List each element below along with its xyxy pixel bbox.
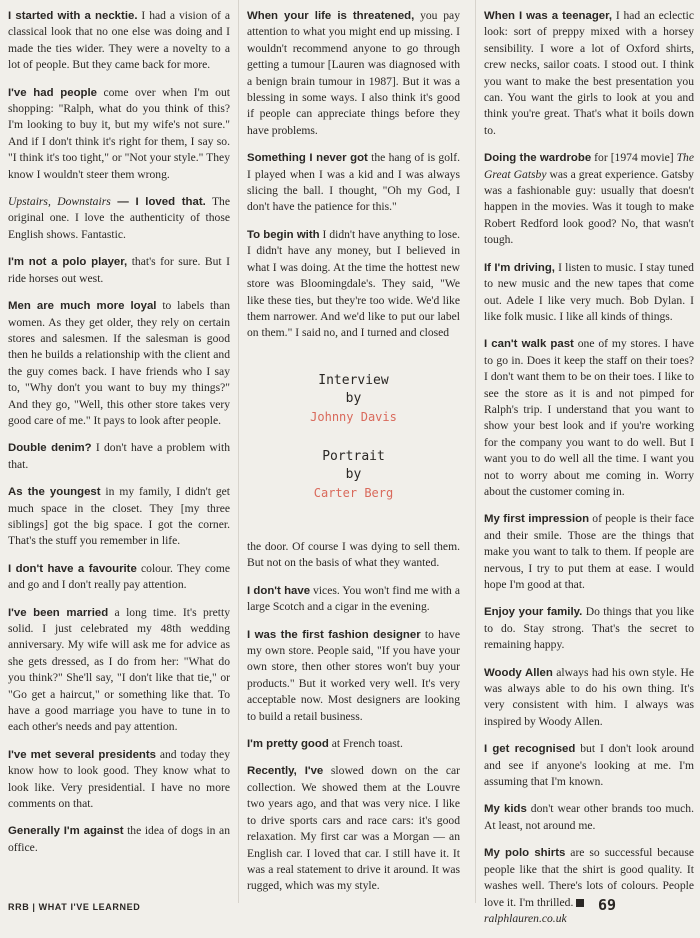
body-text: was a great experience. Gatsby was a fashionable guy: usually that doesn't happen in the movies. Was it tough to make Robert Redford look good? No, that wasn't tough. <box>484 167 694 247</box>
paragraph <box>8 194 230 243</box>
paragraph <box>484 845 694 927</box>
paragraph <box>247 583 460 616</box>
lead-in: I'm pretty good <box>247 738 329 751</box>
body-text: vices. You won't find me with a large Scotch and a cigar in the evening. <box>247 583 460 614</box>
lead-in: I can't walk past <box>484 338 574 351</box>
lead-in: Generally I'm against <box>8 825 124 838</box>
body-text: a long time. It's pretty solid. I just celebrated my 48th wedding anniversary. My wife will ask me for advice as she gets dressed, as I do from her: "What do you think?" She'll say, "I don't like that tie," or "Go get a haircut," or something like that. To have a good marriage you have to tune in to each other's needs and pay attention. <box>8 605 230 734</box>
lead-in: My kids <box>484 803 527 816</box>
paragraph <box>8 605 230 736</box>
paragraph <box>484 260 694 326</box>
lead-in: I don't have a favourite <box>8 562 137 575</box>
lead-in: I was the first fashion designer <box>247 628 421 641</box>
title-italic: The Great Gatsby <box>484 151 694 181</box>
lead-in: I started with a necktie. <box>8 10 138 22</box>
paragraph <box>247 539 460 572</box>
credits-box <box>247 372 460 502</box>
lead-in: As the youngest <box>8 486 101 499</box>
body-text: always had his own style. He was always able to do his own thing. It's very consistent with him. I always was inspired by Woody Allen. <box>484 665 695 728</box>
body-text: of people is their face and their smile. Those are the things that make you want to talk to them. If people are nervous, I try to put them at ease. I would hope I'm good at that. <box>484 512 694 591</box>
body-text: but I don't look around and see if anyone's looking at me. I'm assuming that I'm known. <box>484 742 694 789</box>
column-rule <box>238 0 239 903</box>
lead-in: My first impression <box>484 513 590 526</box>
paragraph <box>484 665 694 731</box>
paragraph <box>8 85 230 183</box>
lead-italic: Upstairs, Downstairs <box>8 195 111 209</box>
by-label: by <box>345 467 362 482</box>
column-2 <box>247 8 460 353</box>
interview-label: Interview <box>318 373 389 388</box>
body-text: the door. Of course I was dying to sell them. But not on the basis of what they wanted. <box>247 540 460 570</box>
paragraph <box>8 561 230 594</box>
paragraph <box>8 484 230 550</box>
section-label: RRB | WHAT I'VE LEARNED <box>8 902 141 912</box>
paragraph <box>8 298 230 429</box>
body-text: the hang of is golf. I played when I was a kid and I was always slicing the ball. I thought, "Oh my God, I don't have the patience for this." <box>247 151 460 214</box>
lead-in: Something I never got <box>247 152 368 165</box>
lead-in: — I loved that. <box>110 196 206 209</box>
lead-in: Recently, I've <box>247 765 324 778</box>
body-text: one of my stores. I have to go in. Does it keep the staff on their toes? I don't want them to be on their toes. I like to see the store as it is and not pimped for Ralph's trip. I understand that you want to show your best look and if you're working for the company you want to do well. But I want you to do well all the time. I want you not to worry about me coming in. Worry about the customer coming in. <box>484 337 695 498</box>
lead-in: I've had people <box>8 86 97 99</box>
body-text: to labels than women. As they get older, they rely on certain stores and salesmen. If the salesman is good then he builds a relationship with the client and the guy comes back. I have friends who I say to, "Why don't you want to buy my things?" And they go, "Well, this other store takes very good care of me." It pays to look after people. <box>8 299 231 427</box>
body-text: colour. They come and go and I don't really pay attention. <box>8 561 231 592</box>
column-2-continued <box>247 539 460 906</box>
paragraph <box>484 604 694 653</box>
body-text: to have my own store. People said, "If you have your own store, then other stores won't buy your products." But it worked very well. It's very acceptable now. Most designers are looking to build a retail business. <box>247 627 460 723</box>
paragraph <box>8 8 230 74</box>
lead-in: I'm not a polo player, <box>8 256 128 269</box>
body-text: I don't have a problem with that. <box>8 441 230 471</box>
lead-in: Men are much more loyal <box>8 300 157 313</box>
paragraph <box>247 227 460 342</box>
paragraph <box>484 801 694 834</box>
lead-in: I don't have <box>247 584 311 597</box>
page-footer <box>0 896 700 914</box>
body-text: at French toast. <box>328 737 403 751</box>
column-rule <box>475 0 476 903</box>
lead-in: When your life is threatened, <box>247 10 415 22</box>
paragraph <box>484 511 694 593</box>
lead-in: I've been married <box>8 606 109 619</box>
lead-in: My polo shirts <box>484 847 566 860</box>
by-label: by <box>345 391 362 406</box>
interviewer-name: Johnny Davis <box>310 410 397 424</box>
body-text: that's for sure. But I ride horses out west. <box>8 255 231 285</box>
body-text: Do things that you like to do. Stay strong. That's the secret to remaining happy. <box>484 605 695 652</box>
portrait-label: Portrait <box>322 449 385 464</box>
column-3 <box>484 8 694 938</box>
lead-in: To begin with <box>247 228 320 241</box>
lead-in: I get recognised <box>484 743 576 756</box>
body-text: and today they know how to look good. They know what to look like. Very presidential. I have no more comments on that. <box>8 747 231 811</box>
paragraph <box>484 150 694 248</box>
body-text: don't wear other brands too much. At least, not around me. <box>484 802 694 832</box>
paragraph <box>8 440 230 473</box>
page-number: 69 <box>597 896 616 914</box>
paragraph <box>247 763 460 894</box>
paragraph <box>247 736 460 752</box>
lead-in: Enjoy your family. <box>484 606 583 619</box>
body-text: you pay attention to what you might end up missing. I wouldn't recommend anyone to go through getting a tumour [Lauren was diagnosed with a benign brain tumour in 1987]. But it was a blessing in some ways. I also think it's good if people can appreciate things before they have problems. <box>247 9 460 137</box>
website-link[interactable]: ralphlauren.co.uk <box>484 911 567 925</box>
paragraph <box>247 150 460 216</box>
lead-in: Doing the wardrobe <box>484 152 592 165</box>
lead-in: Woody Allen <box>484 666 553 679</box>
body-text: The original one. I love the authenticity of those English shows. Fantastic. <box>8 195 231 241</box>
body-text: I had a vision of a classical look that no one else was doing and I made the ties wider. They were a novelty to a lot of people. But they came back for more. <box>8 9 230 72</box>
paragraph <box>247 627 460 725</box>
lead-in: When I was a teenager, <box>484 10 613 22</box>
body-text: in my family, I didn't get much space in the closet. They [my three siblings] got the big space. I got the corner. That's the stuff you remember in life. <box>8 485 230 548</box>
lead-in: Double denim? <box>8 442 92 455</box>
body-text: I listen to music. I stay tuned to new music and the new tapes that come out. Adele I like very much. Bob Dylan. I like folk music. I like all kinds of things. <box>484 260 694 323</box>
paragraph <box>484 8 694 139</box>
paragraph <box>8 823 230 856</box>
body-text: for [1974 movie] <box>591 151 677 165</box>
body-text: the idea of dogs in an office. <box>8 824 230 854</box>
body-text: are so successful because people like that the shirt is good quality. It washes well. There's lots of colours. People love it. I'm thrilled. <box>484 846 694 909</box>
paragraph <box>484 336 694 500</box>
paragraph <box>8 254 230 287</box>
lead-in: If I'm driving, <box>484 261 555 274</box>
column-1 <box>8 8 230 867</box>
paragraph <box>484 741 694 790</box>
body-text: slowed down on the car collection. We showed them at the Louvre two years ago, and that was very nice. I like to drive sports cars and race cars: it's good relaxation. My first car was a Morgan — an English car. I loved that car. I still have it. It was a real statement to drive it around. It was rugged, which was my style. <box>247 764 461 893</box>
lead-in: I've met several presidents <box>8 748 157 761</box>
paragraph <box>247 8 460 139</box>
body-text: I didn't have anything to lose. I didn't have any money, but I believed in what I was doing. At the time the hottest new store was Bloomingdale's. They said, "We like these ties, but they're too wide. We'd like them narrower. And we'd like to put our label on them." I said no, and I turned and closed <box>247 227 460 340</box>
photographer-name: Carter Berg <box>313 486 394 500</box>
paragraph <box>8 747 230 813</box>
body-text: come over when I'm out shopping: "Ralph, what do you think of this? I'm looking to buy it, but my wife's not sure." And if I don't think it's right for them, I say so. "I think it's too tight," or "Not your style." They know I wouldn't steer them wrong. <box>8 85 230 181</box>
body-text: I had an eclectic look: sort of preppy mixed with a horsey sensibility. I wore a lot of Oxford shirts, crew necks, sailor coats. I stood out. I think you want to make the best presentation you can. You want the girls to look at you and think you're great. That's what it boils down to. <box>484 9 694 137</box>
